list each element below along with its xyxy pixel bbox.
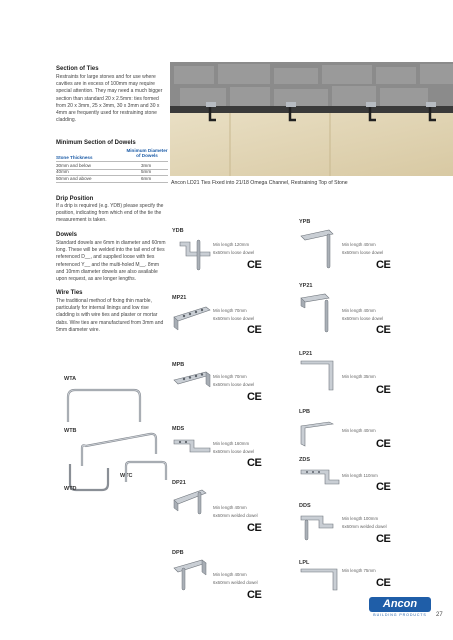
product-code-ydb: YDB bbox=[172, 228, 184, 234]
page-number: 27 bbox=[436, 612, 443, 618]
logo-tagline: BUILDING PRODUCTS bbox=[373, 613, 427, 617]
wire-label-wtb: WTB bbox=[64, 428, 77, 434]
table-cell: 3mm bbox=[141, 163, 152, 168]
ydb-drawing bbox=[174, 238, 214, 274]
ypb-drawing bbox=[299, 228, 339, 272]
yp21-drawing bbox=[299, 292, 339, 336]
mpb-spec-2: 6x60mm loose dowel bbox=[213, 382, 255, 387]
product-code-lpb: LPB bbox=[299, 409, 310, 415]
installation-photo bbox=[170, 62, 453, 176]
dp21-spec-1: Min length 40mm bbox=[213, 505, 247, 510]
product-code-ypb: YPB bbox=[299, 219, 311, 225]
ce-mark-icon: CE bbox=[376, 577, 391, 589]
wire-ties-title: Wire Ties bbox=[56, 290, 83, 296]
product-code-mp21: MP21 bbox=[172, 295, 187, 301]
ce-mark-icon: CE bbox=[247, 324, 262, 336]
table-head-2: Minimum Diameter of Dowels bbox=[126, 148, 168, 159]
dowels-title: Dowels bbox=[56, 232, 78, 238]
table-cell: 5mm bbox=[141, 169, 152, 174]
product-code-dpb: DPB bbox=[172, 550, 184, 556]
ce-mark-icon: CE bbox=[247, 522, 262, 534]
dp21-spec-2: 6x60mm welded dowel bbox=[213, 513, 258, 518]
ypb-spec-1: Min length 40mm bbox=[342, 242, 376, 247]
ce-mark-icon: CE bbox=[376, 438, 391, 450]
lpl-drawing bbox=[299, 568, 343, 596]
ce-mark-icon: CE bbox=[247, 457, 262, 469]
product-code-yp21: YP21 bbox=[299, 283, 313, 289]
ce-mark-icon: CE bbox=[247, 589, 262, 601]
table-head-1: Stone Thickness bbox=[56, 155, 93, 160]
drip-text: If a drip is required (e.g. YDB) please specify the position, indicating from which end of the tie the measurement is taken. bbox=[56, 203, 164, 224]
ce-mark-icon: CE bbox=[376, 384, 391, 396]
wire-label-wta: WTA bbox=[64, 376, 77, 382]
mp21-drawing bbox=[172, 305, 214, 335]
ydb-spec-1: Min length 120mm bbox=[213, 242, 250, 247]
dds-spec-2: 6x60mm welded dowel bbox=[342, 524, 387, 529]
dds-drawing bbox=[299, 512, 341, 546]
ce-mark-icon: CE bbox=[247, 259, 262, 271]
wire-tie-wtc-wtd-drawing bbox=[66, 460, 176, 496]
ce-mark-icon: CE bbox=[376, 481, 391, 493]
ydb-spec-2: 6x60mm loose dowel bbox=[213, 250, 255, 255]
dowel-table bbox=[56, 148, 168, 188]
ce-mark-icon: CE bbox=[376, 324, 391, 336]
ypb-spec-2: 6x60mm loose dowel bbox=[342, 250, 384, 255]
ancon-logo bbox=[369, 597, 431, 619]
mp21-spec-1: Min length 70mm bbox=[213, 308, 247, 313]
mp21-spec-2: 6x60mm loose dowel bbox=[213, 316, 255, 321]
table-cell: 40mm bbox=[56, 169, 69, 174]
lp21-drawing bbox=[299, 360, 341, 396]
mds-spec-1: Min length 160mm bbox=[213, 441, 250, 446]
wire-label-wtd: WTD bbox=[64, 486, 77, 492]
min-dowels-title: Minimum Section of Dowels bbox=[56, 140, 136, 146]
lpl-spec-1: Min length 75mm bbox=[342, 568, 376, 573]
dowels-text: Standard dowels are 6mm in diameter and 60mm long. These will be welded into the tail end of ties referenced D__, and supplied loose with ties referenced Y__ and the multi-holed M__. 8mm and 10mm diameter dowels are also available upon request, as are longer lengths. bbox=[56, 240, 166, 283]
yp21-spec-1: Min length 40mm bbox=[342, 308, 376, 313]
table-row bbox=[56, 175, 168, 183]
table-cell: 50mm and above bbox=[56, 176, 92, 181]
drip-title: Drip Position bbox=[56, 196, 94, 202]
yp21-spec-2: 6x60mm loose dowel bbox=[342, 316, 384, 321]
section-title: Section of Ties bbox=[56, 66, 99, 72]
lpb-drawing bbox=[299, 420, 341, 450]
wire-label-wtc: WTC bbox=[120, 473, 133, 479]
product-code-dp21: DP21 bbox=[172, 480, 186, 486]
product-code-lpl: LPL bbox=[299, 560, 310, 566]
ce-mark-icon: CE bbox=[247, 391, 262, 403]
product-code-lp21: LP21 bbox=[299, 351, 313, 357]
photo-caption: Ancon LD21 Ties Fixed into 21/18 Omega Channel, Restraining Top of Stone bbox=[171, 180, 348, 186]
table-cell: 30mm and below bbox=[56, 163, 91, 168]
section-text: Restraints for large stones and for use where cavities are in excess of 100mm may require special attention. They may need a much bigger section than standard 20 x 2.5mm: ties formed from 20 x 3mm, 25 x 3mm, 30 x 3mm and 30 x 4mm are frequently used for restraining stone cladding. bbox=[56, 74, 163, 124]
wire-tie-wta-drawing bbox=[60, 385, 170, 425]
mds-drawing bbox=[172, 434, 214, 464]
ce-mark-icon: CE bbox=[376, 259, 391, 271]
dds-spec-1: Min length 100mm bbox=[342, 516, 379, 521]
mds-spec-2: 6x60mm loose dowel bbox=[213, 449, 255, 454]
product-code-zds: ZDS bbox=[299, 457, 310, 463]
mpb-spec-1: Min length 70mm bbox=[213, 374, 247, 379]
lpb-spec-1: Min length 40mm bbox=[342, 428, 376, 433]
product-code-dds: DDS bbox=[299, 503, 311, 509]
wire-ties-text: The traditional method of fixing thin marble, particularly for internal linings and low rise cladding is with wire ties and plaster or mortar dabs. Wire ties are manufactured from 3mm and 5mm diameter wire. bbox=[56, 298, 164, 333]
photo-illustration bbox=[170, 62, 453, 176]
ce-mark-icon: CE bbox=[376, 533, 391, 545]
dpb-spec-2: 6x60mm welded dowel bbox=[213, 580, 258, 585]
product-code-mds: MDS bbox=[172, 426, 185, 432]
mpb-drawing bbox=[172, 370, 214, 400]
zds-spec-1: Min length 110mm bbox=[342, 473, 378, 478]
dpb-drawing bbox=[172, 558, 214, 592]
zds-drawing bbox=[299, 466, 341, 492]
logo-name: Ancon bbox=[382, 598, 418, 610]
dpb-spec-1: Min length 40mm bbox=[213, 572, 247, 577]
product-code-mpb: MPB bbox=[172, 362, 185, 368]
lp21-spec-1: Min length 35mm bbox=[342, 374, 376, 379]
table-cell: 6mm bbox=[141, 176, 152, 181]
dp21-drawing bbox=[172, 488, 214, 518]
